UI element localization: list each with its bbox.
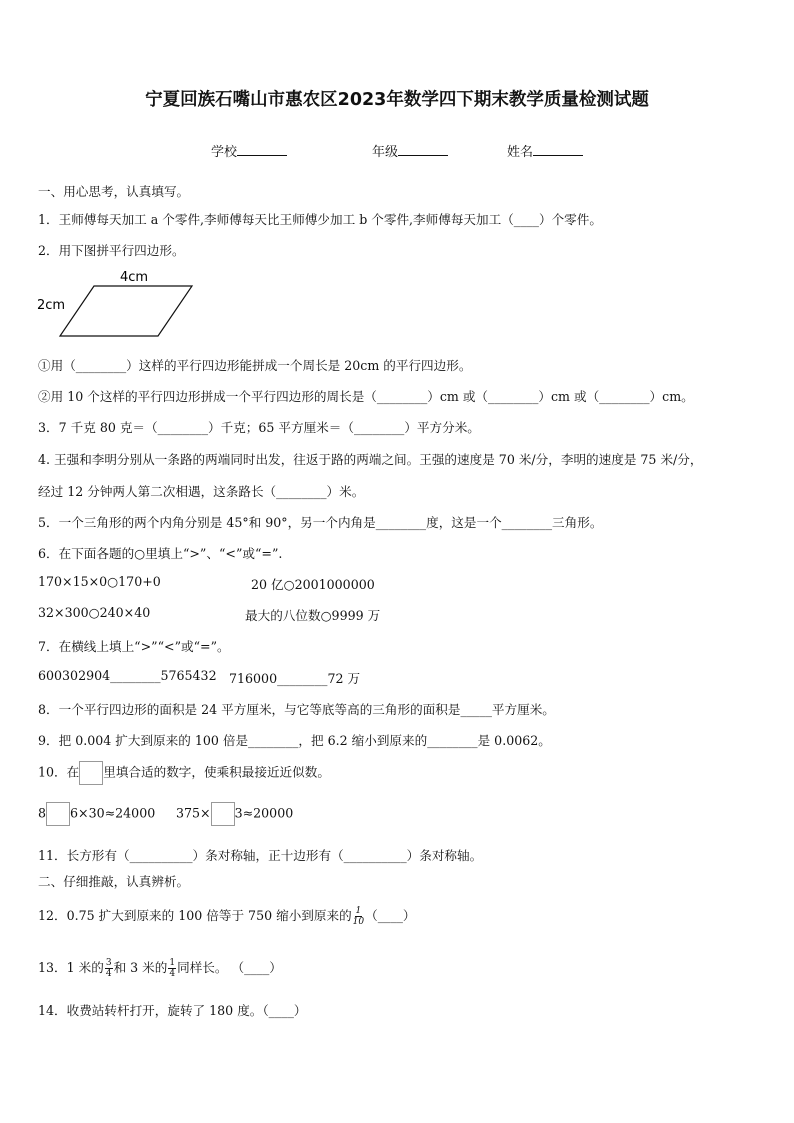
question-7-item-b: 716000________72 万 — [229, 671, 361, 686]
digit-box[interactable] — [46, 802, 70, 826]
question-8: 8．一个平行四边形的面积是 24 平方厘米，与它等底等高的三角形的面积是_____平方厘米。 — [38, 702, 555, 717]
question-6-item-a: 170×15×0○170+0 — [38, 574, 161, 589]
top-side-label: 4cm — [120, 270, 149, 285]
section-heading-2: 二、仔细推敲，认真辨析。 — [38, 874, 190, 889]
item-b-prefix: 375× — [176, 805, 211, 821]
name-blank[interactable] — [533, 143, 583, 156]
question-13 — [38, 957, 282, 979]
question-5: 5．一个三角形的两个内角分别是 45°和 90°，另一个内角是________度，这是一个________三角形。 — [38, 515, 603, 530]
question-13-text-1: 13．1 米的 — [38, 960, 104, 975]
question-12-text: 12．0.75 扩大到原来的 100 倍等于 750 缩小到原来的 — [38, 908, 352, 923]
digit-box[interactable] — [211, 802, 235, 826]
question-6-item-b: 20 亿○2001000000 — [251, 577, 375, 592]
fraction-denominator: 10 — [352, 917, 365, 927]
fraction-three-quarters — [105, 958, 113, 979]
school-blank[interactable] — [237, 143, 287, 156]
question-12 — [38, 905, 416, 927]
question-1: 1．王师傅每天加工 a 个零件,李师傅每天比王师傅少加工 b 个零件,李师傅每天加工（____）个零件。 — [38, 212, 602, 227]
question-3: 3．7 千克 80 克＝（________）千克；65 平方厘米＝（________）平方分米。 — [38, 420, 480, 435]
answer-box[interactable] — [79, 761, 103, 785]
question-6: 6．在下面各题的○里填上“>”、“<”或“=”. — [38, 546, 283, 561]
grade-field — [372, 141, 448, 160]
question-2-part-2: ②用 10 个这样的平行四边形拼成一个平行四边形的周长是（________）cm 或（________）cm 或（________）cm。 — [38, 389, 694, 404]
section-heading-1: 一、用心思考，认真填写。 — [38, 184, 190, 199]
fraction-denominator: 4 — [169, 969, 176, 979]
question-6-item-c: 32×300○240×40 — [38, 605, 151, 620]
page-title: 宁夏回族石嘴山市惠农区2023年数学四下期末教学质量检测试题 — [145, 90, 649, 110]
name-field — [507, 141, 583, 160]
question-12-answer: （____） — [365, 908, 416, 923]
question-9: 9．把 0.004 扩大到原来的 100 倍是________，把 6.2 缩小到原来的________是 0.0062。 — [38, 733, 551, 748]
fraction-one-quarter — [168, 958, 176, 979]
item-a-prefix: 8 — [38, 805, 47, 821]
fraction-denominator: 4 — [105, 969, 112, 979]
question-7: 7．在横线上填上“>”“<”或“=”。 — [38, 639, 230, 654]
grade-label: 年级 — [372, 145, 399, 160]
school-label: 学校 — [211, 145, 238, 160]
question-10-suffix: 里填合适的数字，使乘积最接近近似数。 — [103, 764, 330, 780]
question-4-line-2: 经过 12 分钟两人第二次相遇，这条路长（________）米。 — [38, 484, 365, 499]
item-a-suffix: 6×30≈24000 — [70, 805, 156, 821]
question-6-item-d: 最大的八位数○9999 万 — [245, 608, 381, 623]
question-13-text-3: 同样长。 （____） — [177, 960, 282, 975]
question-7-item-a: 600302904________5765432 — [38, 668, 217, 683]
question-10-item-b — [176, 802, 293, 826]
question-13-text-2: 和 3 米的 — [113, 960, 168, 975]
question-10-item-a — [38, 802, 155, 826]
fraction-numerator: 3 — [105, 958, 112, 968]
question-10 — [38, 761, 330, 785]
name-label: 姓名 — [507, 145, 534, 160]
question-11: 11．长方形有（__________）条对称轴，正十边形有（__________）条对称轴。 — [38, 848, 483, 863]
question-14: 14．收费站转杆打开，旋转了 180 度。（____） — [38, 1003, 307, 1018]
school-field — [211, 141, 287, 160]
parallelogram-figure — [34, 265, 204, 340]
question-4-line-1: 4. 王强和李明分别从一条路的两端同时出发，往返于路的两端之间。王强的速度是 70 米/分，李明的速度是 75 米/分， — [38, 452, 703, 467]
item-b-suffix: 3≈20000 — [234, 805, 294, 821]
fraction-one-tenth — [353, 906, 364, 927]
question-10-prefix: 10．在 — [38, 764, 80, 780]
fraction-numerator: 1 — [355, 906, 362, 916]
parallelogram-shape — [60, 286, 192, 336]
fraction-numerator: 1 — [169, 958, 176, 968]
question-2-part-1: ①用（________）这样的平行四边形能拼成一个周长是 20cm 的平行四边形。 — [38, 358, 472, 373]
slant-side-label: 2cm — [37, 298, 66, 313]
question-2: 2．用下图拼平行四边形。 — [38, 243, 185, 258]
grade-blank[interactable] — [398, 143, 448, 156]
